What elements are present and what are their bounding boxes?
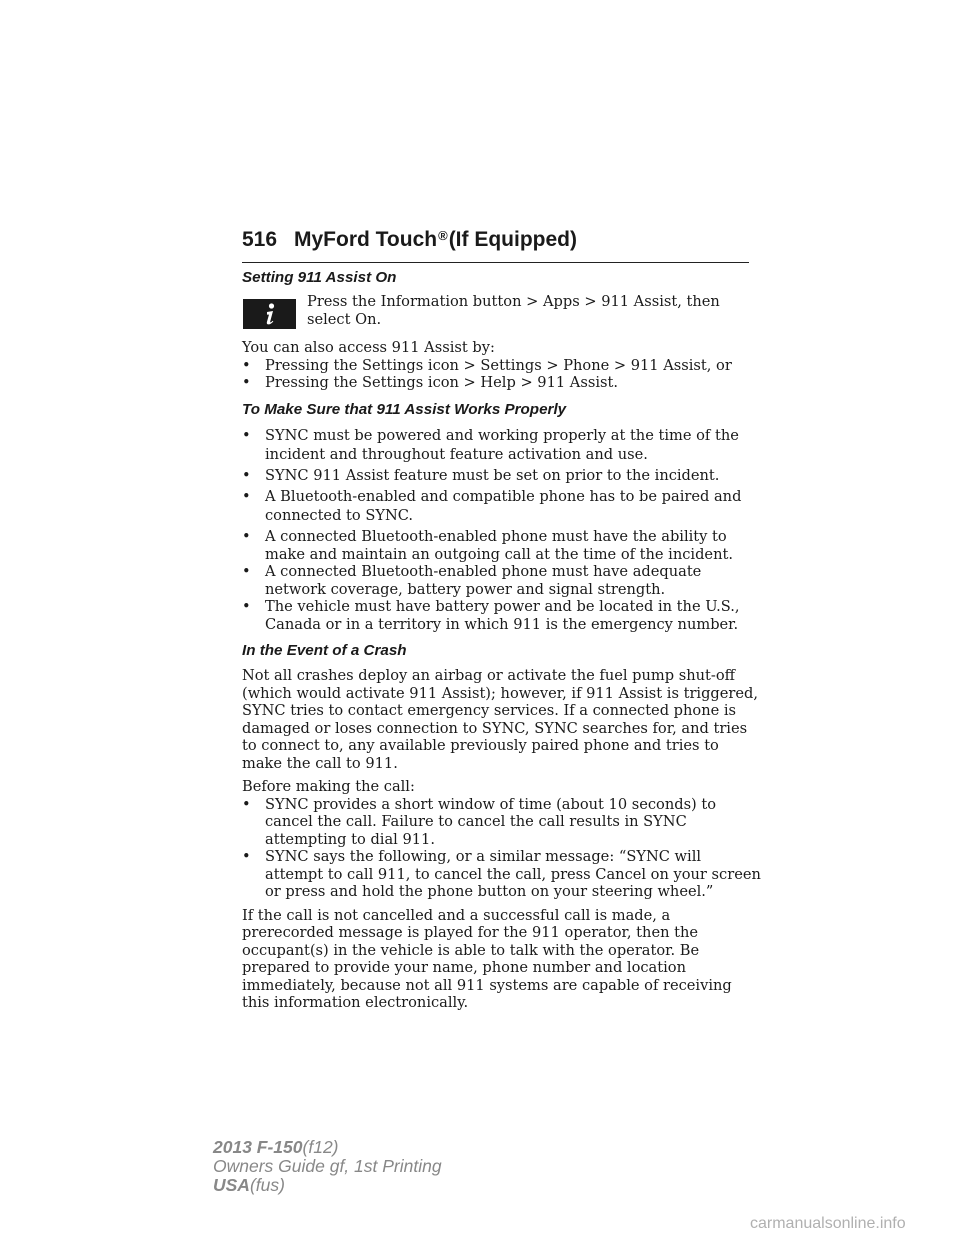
access-list <box>242 357 762 392</box>
info-instruction <box>242 293 762 333</box>
call-paragraph: If the call is not cancelled and a successful call is made, a prerecorded message is played for the 911 operator, then the occupant(s) in the vehicle is able to talk with the operator. Be prepared to provide your name, phone number and location immediately, because not all 911 systems are capable of receiving this information electronically. <box>242 906 732 1011</box>
information-icon <box>243 299 296 329</box>
heading-setting-911-assist: Setting 911 Assist On <box>242 269 397 286</box>
bullet: • <box>242 563 251 580</box>
watermark: carmanualsonline.info <box>750 1215 906 1232</box>
bullet: • <box>242 528 251 545</box>
bullet: • <box>242 466 251 484</box>
footer-line-1: 2013 F-150(f12) <box>213 1137 339 1157</box>
print-footer <box>213 1138 442 1195</box>
page-content <box>242 268 762 1012</box>
requirements-list <box>242 426 762 634</box>
access-intro: You can also access 911 Assist by: <box>242 339 495 356</box>
bullet: • <box>242 356 251 374</box>
bullet: • <box>242 598 251 615</box>
info-instruction-text: Press the Information button > Apps > 911 Assist, then select On. <box>307 293 720 328</box>
list-item: • A connected Bluetooth-enabled phone must have the ability to make and maintain an outgoing call at the time of the incident. <box>242 528 733 563</box>
page-title-main: MyFord Touch <box>294 228 438 251</box>
bullet: • <box>242 488 251 505</box>
before-call-intro: Before making the call: <box>242 778 415 795</box>
list-item: • SYNC says the following, or a similar message: “SYNC will attempt to call 911, to cancel the call, press Cancel on your screen or press and hold the phone button on your steering wheel.” <box>242 848 761 900</box>
before-call-list <box>242 796 762 901</box>
bullet: • <box>242 426 251 444</box>
list-item: • A connected Bluetooth-enabled phone must have adequate network coverage, battery power and signal strength. <box>242 563 702 598</box>
list-item: • SYNC 911 Assist feature must be set on prior to the incident. <box>242 466 720 484</box>
list-item: • SYNC must be powered and working properly at the time of the incident and throughout feature activation and use. <box>242 426 739 463</box>
crash-paragraph: Not all crashes deploy an airbag or activate the fuel pump shut-off (which would activate 911 Assist); however, if 911 Assist is triggered, SYNC tries to contact emergency services. If a connected phone is damaged or loses connection to SYNC, SYNC searches for, and tries to connect to, any available previously paired phone and tries to make the call to 911. <box>242 667 759 772</box>
footer-line-3: USA(fus) <box>213 1175 285 1195</box>
list-item: • Pressing the Settings icon > Settings > Phone > 911 Assist, or <box>242 356 732 374</box>
list-item: • Pressing the Settings icon > Help > 911 Assist. <box>242 374 618 391</box>
page-header <box>242 228 749 263</box>
heading-works-properly: To Make Sure that 911 Assist Works Properly <box>242 400 567 418</box>
list-item: • A Bluetooth-enabled and compatible phone has to be paired and connected to SYNC. <box>242 488 742 524</box>
list-item: • The vehicle must have battery power and be located in the U.S., Canada or in a territory in which 911 is the emergency number. <box>242 598 740 633</box>
footer-line-2: Owners Guide gf, 1st Printing <box>213 1156 442 1176</box>
bullet: • <box>242 848 251 865</box>
registered-mark: ® <box>438 228 448 243</box>
page-number: 516 <box>242 228 278 251</box>
bullet: • <box>242 795 251 813</box>
page-title <box>294 228 577 252</box>
page-title-suffix: (If Equipped) <box>448 228 577 251</box>
list-item: • SYNC provides a short window of time (about 10 seconds) to cancel the call. Failure to cancel the call results in SYNC attempting to dial 911. <box>242 795 717 848</box>
heading-event-of-crash: In the Event of a Crash <box>242 642 407 659</box>
bullet: • <box>242 374 251 391</box>
